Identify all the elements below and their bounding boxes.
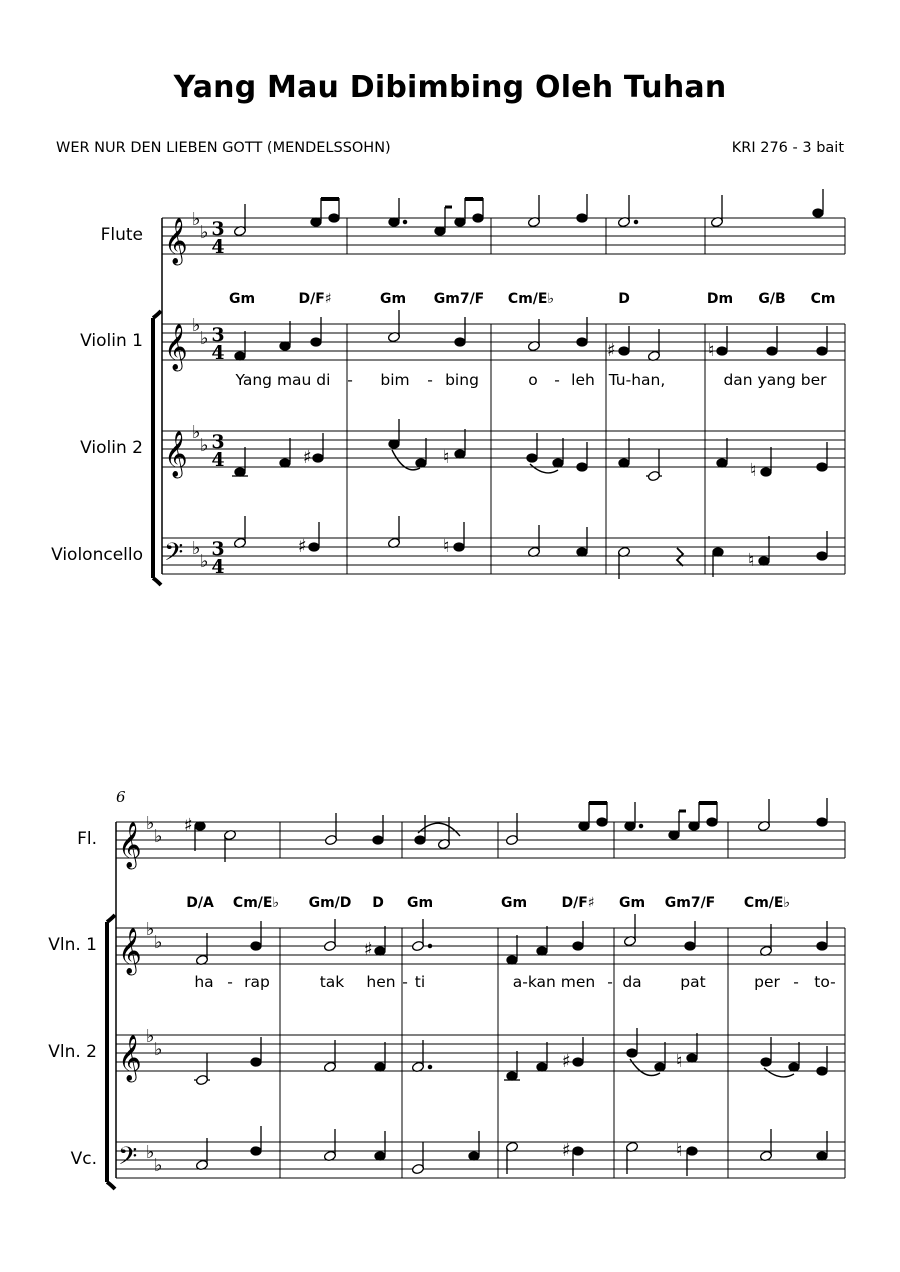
lyric-syllable: dan yang ber (723, 371, 827, 389)
barlines-system-2 (280, 822, 845, 1178)
treble-clef-icon: 𝄞 (164, 431, 188, 477)
svg-text:♭: ♭ (192, 422, 201, 443)
svg-text:3: 3 (211, 538, 225, 560)
lyric-hyphen: - (227, 973, 233, 991)
staff-violoncello (162, 538, 845, 574)
tune-name: WER NUR DEN LIEBEN GOTT (MENDELSSOHN) (56, 140, 391, 156)
svg-text:♭: ♭ (200, 328, 209, 349)
svg-text:♭: ♭ (192, 315, 201, 336)
staff-violoncello (116, 1142, 845, 1178)
lyric-syllable: to- (814, 973, 836, 991)
chord-symbol: Gm/D (308, 895, 352, 911)
treble-clef-icon: 𝄞 (118, 1035, 142, 1081)
svg-text:♭: ♭ (154, 1155, 163, 1176)
staff-violin-1 (116, 928, 845, 964)
svg-text:3: 3 (211, 218, 225, 240)
chord-symbol: Gm (618, 895, 646, 911)
lyric-syllable: ti (414, 973, 426, 991)
svg-text:3: 3 (211, 324, 225, 346)
lyric-syllable: o (528, 371, 538, 389)
chord-symbol: Gm7/F (433, 291, 485, 307)
violin-2-notes (194, 1028, 827, 1086)
chord-symbol: Cm/E♭ (232, 895, 280, 911)
chord-symbol: G/B (758, 291, 786, 307)
chord-symbol: Gm (500, 895, 528, 911)
svg-text:♭: ♭ (146, 1026, 155, 1047)
svg-text:♭: ♭ (192, 209, 201, 230)
song-title: Yang Mau Dibimbing Oleh Tuhan (173, 70, 727, 105)
chord-symbols (229, 291, 835, 307)
svg-text:4: 4 (211, 236, 225, 258)
catalog-number: KRI 276 - 3 bait (731, 140, 844, 156)
lyric-syllable: da (622, 973, 642, 991)
lyric-hyphen: - (427, 371, 433, 389)
key-signature-flats (146, 813, 163, 1176)
lyric-hyphen: - (347, 371, 353, 389)
chord-symbol: Gm (379, 291, 407, 307)
lyrics-line (235, 371, 828, 389)
treble-clef-icon: 𝄞 (118, 822, 142, 868)
measure-number: 6 (116, 788, 126, 806)
lyric-hyphen: - (793, 973, 799, 991)
treble-clef-icon: 𝄞 (164, 218, 188, 264)
svg-text:♯: ♯ (607, 340, 616, 361)
svg-text:♯: ♯ (562, 1051, 571, 1072)
svg-text:♭: ♭ (200, 435, 209, 456)
staff-violin-2 (116, 1035, 845, 1071)
instrument-name-violin-2: Violin 2 (80, 438, 143, 458)
key-signature-flats (192, 209, 209, 572)
svg-text:♭: ♭ (146, 813, 155, 834)
violin-2-notes (232, 419, 827, 482)
lyric-syllable: rap (244, 973, 270, 991)
svg-text:4: 4 (211, 556, 225, 578)
svg-text:♮: ♮ (443, 447, 450, 468)
lyric-syllable: per (754, 973, 780, 991)
lyric-hyphen: - (554, 371, 560, 389)
instrument-name-violoncello: Vc. (70, 1149, 97, 1169)
ensemble-bracket (107, 915, 115, 1189)
chord-symbol: D/F♯ (561, 895, 595, 911)
chord-symbol: Cm/E♭ (743, 895, 791, 911)
lyric-syllable: bing (445, 371, 479, 389)
svg-text:♮: ♮ (708, 340, 715, 361)
chord-symbol: D/A (186, 895, 214, 911)
lyric-syllable: leh (571, 371, 595, 389)
svg-text:4: 4 (211, 449, 225, 471)
instrument-name-violin-1: Vln. 1 (48, 935, 97, 955)
svg-text:♭: ♭ (146, 1142, 155, 1163)
svg-text:♮: ♮ (676, 1140, 683, 1161)
chord-symbol: D (618, 291, 630, 307)
lyric-syllable: ha (194, 973, 214, 991)
instrument-name-violin-2: Vln. 2 (48, 1042, 97, 1062)
flute-notes (233, 189, 823, 237)
instrument-name-violoncello: Violoncello (51, 545, 143, 565)
lyric-hyphen: - (402, 973, 408, 991)
lyric-syllable: hen (366, 973, 396, 991)
system-1 (51, 189, 845, 585)
chord-symbol: Gm (228, 291, 256, 307)
instrument-name-violin-1: Violin 1 (80, 331, 143, 351)
chord-symbol: D (372, 895, 384, 911)
lyrics-line (194, 973, 835, 991)
svg-text:♮: ♮ (443, 536, 450, 557)
chord-symbol: Cm (810, 291, 836, 307)
violin-1-notes (235, 310, 827, 362)
staff-violin-1 (162, 324, 845, 360)
svg-text:♮: ♮ (748, 550, 755, 571)
chord-symbol: Dm (706, 291, 734, 307)
svg-text:♭: ♭ (200, 551, 209, 572)
bass-clef-icon: 𝄢 (118, 1142, 138, 1177)
instrument-name-flute: Flute (100, 225, 143, 245)
barlines-system-1 (347, 218, 845, 574)
system-2 (48, 788, 845, 1189)
svg-text:♭: ♭ (192, 538, 201, 559)
svg-text:♭: ♭ (154, 1039, 163, 1060)
instrument-name-flute: Fl. (77, 829, 97, 849)
svg-text:♯: ♯ (184, 815, 193, 836)
lyric-syllable: Tu-han, (608, 371, 666, 389)
staff-violin-2 (162, 431, 845, 467)
svg-text:♮: ♮ (676, 1051, 683, 1072)
svg-text:3: 3 (211, 431, 225, 453)
treble-clef-icon: 𝄞 (118, 928, 142, 974)
lyric-syllable: a-kan men (512, 973, 596, 991)
lyric-syllable: tak (319, 973, 345, 991)
svg-text:♯: ♯ (364, 939, 373, 960)
chord-symbol: Gm (406, 895, 434, 911)
svg-text:♯: ♯ (298, 536, 307, 557)
svg-text:♯: ♯ (303, 447, 312, 468)
svg-text:♭: ♭ (154, 826, 163, 847)
lyric-syllable: bim (380, 371, 410, 389)
staff-flute (162, 218, 845, 254)
svg-text:♭: ♭ (146, 919, 155, 940)
ensemble-bracket (153, 311, 161, 585)
svg-text:♭: ♭ (154, 932, 163, 953)
bass-clef-icon: 𝄢 (164, 538, 184, 573)
chord-symbol: D/F♯ (298, 291, 332, 307)
chord-symbols (186, 895, 790, 911)
chord-symbol: Gm7/F (664, 895, 716, 911)
svg-text:♮: ♮ (750, 460, 757, 481)
lyric-hyphen: - (607, 973, 613, 991)
treble-clef-icon: 𝄞 (164, 324, 188, 370)
lyric-syllable: Yang mau di (235, 371, 331, 389)
svg-text:♯: ♯ (562, 1140, 571, 1161)
svg-text:♭: ♭ (200, 222, 209, 243)
lyric-syllable: pat (680, 973, 706, 991)
svg-text:4: 4 (211, 342, 225, 364)
chord-symbol: Cm/E♭ (507, 291, 555, 307)
time-signature (211, 218, 224, 578)
violin-1-notes (195, 914, 827, 966)
